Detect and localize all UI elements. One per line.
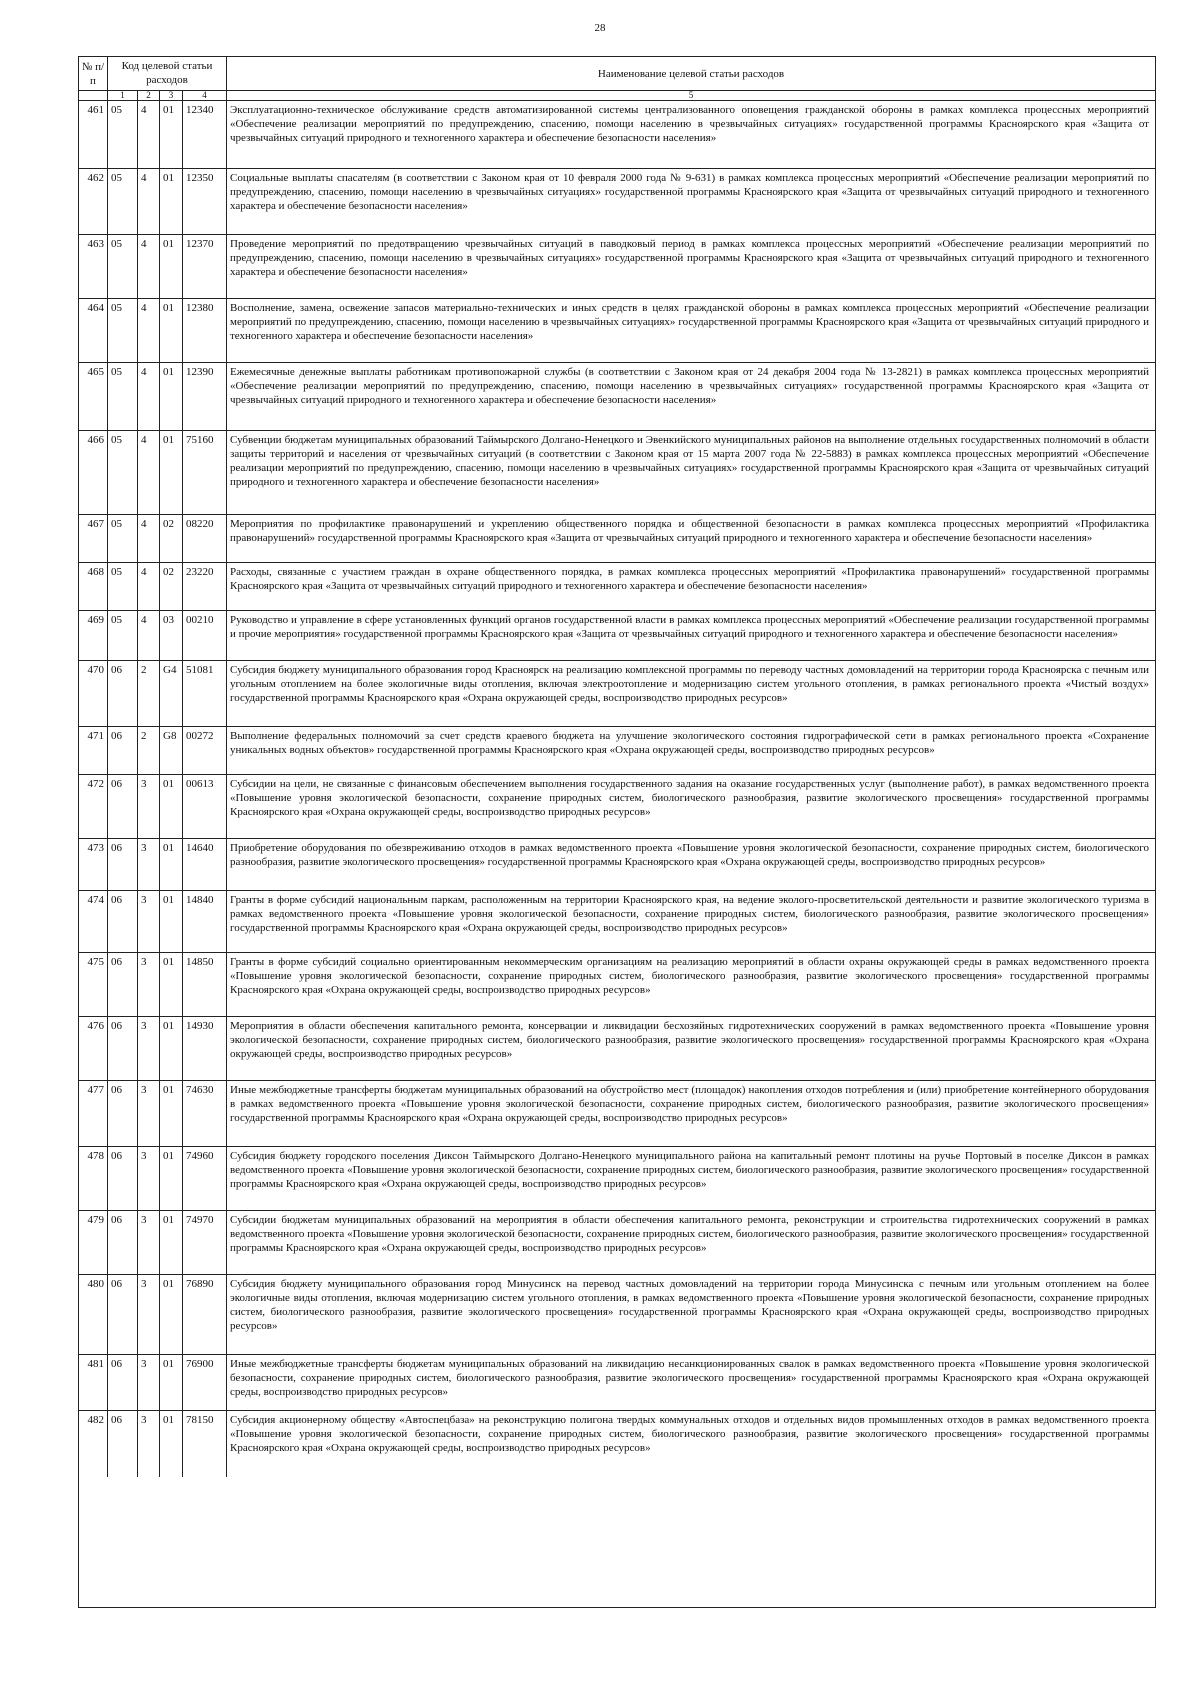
- row-description: Мероприятия в области обеспечения капитального ремонта, консервации и ликвидации бесхозяйных гидротехнических сооружений в рамках ведомственного проекта «Повышение уровня экологической безопасности, сохранение природных систем, биологического разнообразия, развитие экологического просвещения» государственной программы Красноярского края «Охрана окружающей среды, воспроизводство природных ресурсов»: [230, 1020, 1149, 1060]
- col-number: 2: [138, 91, 160, 100]
- code-part-2: 2: [138, 661, 160, 726]
- table-row: [79, 661, 1155, 727]
- code-part-2: 4: [138, 563, 160, 610]
- code-part-4: 12340: [183, 101, 227, 168]
- row-number: 479: [79, 1211, 108, 1274]
- header-name: Наименование целевой статьи расходов: [597, 67, 785, 80]
- row-description: Мероприятия по профилактике правонарушений и укреплению общественного порядка и общественной безопасности в рамках комплекса процессных мероприятий «Профилактика правонарушений» государственной программы Красноярского края «Защита от чрезвычайных ситуаций природного и техногенного характера и обеспечение безопасности населения»: [230, 518, 1149, 544]
- code-part-2: 3: [138, 1211, 160, 1274]
- table-row: [79, 1017, 1155, 1081]
- code-part-1: 05: [108, 363, 138, 430]
- row-number: 477: [79, 1081, 108, 1146]
- code-part-2: 3: [138, 1081, 160, 1146]
- code-part-1: 06: [108, 1275, 138, 1354]
- code-part-3: 01: [160, 299, 183, 362]
- table-row: [79, 1211, 1155, 1275]
- row-number: 475: [79, 953, 108, 1016]
- code-part-2: 3: [138, 1275, 160, 1354]
- table-row: [79, 169, 1155, 235]
- code-part-1: 05: [108, 299, 138, 362]
- code-part-3: 02: [160, 563, 183, 610]
- code-part-1: 06: [108, 775, 138, 838]
- code-part-2: 3: [138, 1147, 160, 1210]
- table-row: [79, 563, 1155, 611]
- code-part-4: 14840: [183, 891, 227, 952]
- code-part-4: 08220: [183, 515, 227, 562]
- code-part-1: 06: [108, 1147, 138, 1210]
- table-row: [79, 1147, 1155, 1211]
- row-description: Приобретение оборудования по обезвреживанию отходов в рамках ведомственного проекта «Повышение уровня экологической безопасности, сохранение природных систем, биологического разнообразия, развитие экологического просвещения» государственной программы Красноярского края «Охрана окружающей среды, воспроизводство природных ресурсов»: [230, 842, 1149, 868]
- col-number: [79, 91, 108, 100]
- code-part-1: 06: [108, 891, 138, 952]
- code-part-3: 01: [160, 953, 183, 1016]
- row-number: 466: [79, 431, 108, 514]
- code-part-4: 00272: [183, 727, 227, 774]
- code-part-4: 74960: [183, 1147, 227, 1210]
- row-number: 480: [79, 1275, 108, 1354]
- code-part-2: 3: [138, 891, 160, 952]
- code-part-3: 01: [160, 1211, 183, 1274]
- code-part-4: 51081: [183, 661, 227, 726]
- code-part-2: 3: [138, 1355, 160, 1410]
- table-row: [79, 953, 1155, 1017]
- row-description: Иные межбюджетные трансферты бюджетам муниципальных образований на ликвидацию несанкционированных свалок в рамках ведомственного проекта «Повышение уровня экологической безопасности, сохранение природных систем, биологического разнообразия, развитие экологического просвещения» государственной программы Красноярского края «Охрана окружающей среды, воспроизводство природных ресурсов»: [230, 1358, 1149, 1398]
- row-number: 469: [79, 611, 108, 660]
- code-part-3: 01: [160, 169, 183, 234]
- code-part-1: 05: [108, 235, 138, 298]
- code-part-1: 06: [108, 1017, 138, 1080]
- col-number: 4: [183, 91, 227, 100]
- code-part-1: 06: [108, 953, 138, 1016]
- row-description: Субсидия бюджету городского поселения Диксон Таймырского Долгано-Ненецкого муниципального района на капитальный ремонт плотины на ручье Портовый в поселке Диксон в рамках ведомственного проекта «Повышение уровня экологической безопасности, сохранение природных систем, биологического разнообразия, развитие экологического просвещения» государственной программы Красноярского края «Охрана окружающей среды, воспроизводство природных ресурсов»: [230, 1150, 1149, 1190]
- code-part-4: 74970: [183, 1211, 227, 1274]
- code-part-1: 05: [108, 101, 138, 168]
- code-part-3: 01: [160, 363, 183, 430]
- code-part-2: 3: [138, 839, 160, 890]
- row-number: 462: [79, 169, 108, 234]
- code-part-4: 23220: [183, 563, 227, 610]
- code-part-1: 05: [108, 611, 138, 660]
- row-description: Гранты в форме субсидий национальным паркам, расположенным на территории Красноярского края, на ведение эколого-просветительской деятельности и развитие экологического туризма в рамках ведомственного проекта «Повышение уровня экологической безопасности, сохранение природных систем, биологического разнообразия, развитие экологического просвещения» государственной программы Красноярского края «Охрана окружающей среды, воспроизводство природных ресурсов»: [230, 894, 1149, 934]
- code-part-2: 4: [138, 515, 160, 562]
- row-number: 476: [79, 1017, 108, 1080]
- page-number: 28: [594, 22, 606, 34]
- row-number: 467: [79, 515, 108, 562]
- code-part-1: 05: [108, 515, 138, 562]
- table-row: [79, 101, 1155, 169]
- code-part-2: 4: [138, 235, 160, 298]
- row-description: Руководство и управление в сфере установленных функций органов государственной власти в рамках комплекса процессных мероприятий «Обеспечение реализации государственной программы и прочие мероприятия» государственной программы Красноярского края «Защита от чрезвычайных ситуаций природного и техногенного характера и обеспечение безопасности населения»: [230, 614, 1149, 640]
- table-row: [79, 611, 1155, 661]
- row-number: 465: [79, 363, 108, 430]
- code-part-1: 06: [108, 1081, 138, 1146]
- code-part-2: 4: [138, 431, 160, 514]
- code-part-3: 01: [160, 1147, 183, 1210]
- col-number: 5: [688, 91, 694, 100]
- row-number: 482: [79, 1411, 108, 1477]
- code-part-3: 02: [160, 515, 183, 562]
- row-description: Восполнение, замена, освежение запасов материально-технических и иных средств в целях гражданской обороны в рамках комплекса процессных мероприятий «Обеспечение реализации мероприятий по предупреждению, спасению, помощи населению в чрезвычайных ситуациях» государственной программы Красноярского края «Защита от чрезвычайных ситуаций природного и техногенного характера и обеспечение безопасности населения»: [230, 302, 1149, 342]
- code-part-4: 75160: [183, 431, 227, 514]
- row-number: 472: [79, 775, 108, 838]
- code-part-2: 2: [138, 727, 160, 774]
- code-part-4: 00210: [183, 611, 227, 660]
- code-part-4: 74630: [183, 1081, 227, 1146]
- code-part-3: 01: [160, 891, 183, 952]
- code-part-4: 14640: [183, 839, 227, 890]
- row-number: 473: [79, 839, 108, 890]
- row-number: 463: [79, 235, 108, 298]
- code-part-3: G4: [160, 661, 183, 726]
- table-row: [79, 1275, 1155, 1355]
- row-description: Выполнение федеральных полномочий за счет средств краевого бюджета на улучшение экологического состояния гидрографической сети в рамках регионального проекта «Сохранение уникальных водных объектов» государственной программы Красноярского края «Охрана окружающей среды, воспроизводство природных ресурсов»: [230, 730, 1149, 756]
- row-description: Расходы, связанные с участием граждан в охране общественного порядка, в рамках комплекса процессных мероприятий «Профилактика правонарушений» государственной программы Красноярского края «Защита от чрезвычайных ситуаций природного и техногенного характера и обеспечение безопасности населения»: [230, 566, 1149, 592]
- code-part-2: 3: [138, 1411, 160, 1477]
- col-number: 3: [160, 91, 183, 100]
- row-description: Субвенции бюджетам муниципальных образований Таймырского Долгано-Ненецкого и Эвенкийского муниципальных районов на выполнение отдельных государственных полномочий в области защиты территорий и населения от чрезвычайных ситуаций (в соответствии с Законом края от 15 марта 2007 года № 22-5883) в рамках комплекса процессных мероприятий «Обеспечение реализации мероприятий по предупреждению, спасению, помощи населению в чрезвычайных ситуациях» государственной программы Красноярского края «Защита от чрезвычайных ситуаций природного и техногенного характера и обеспечение безопасности населения»: [230, 434, 1149, 488]
- code-part-2: 3: [138, 775, 160, 838]
- row-description: Гранты в форме субсидий социально ориентированным некоммерческим организациям на реализацию мероприятий в области охраны окружающей среды в рамках ведомственного проекта «Повышение уровня экологической безопасности, сохранение природных систем, биологического разнообразия, развитие экологического просвещения» государственной программы Красноярского края «Охрана окружающей среды, воспроизводство природных ресурсов»: [230, 956, 1149, 996]
- code-part-4: 76900: [183, 1355, 227, 1410]
- row-number: 471: [79, 727, 108, 774]
- code-part-3: 01: [160, 1355, 183, 1410]
- table-row: [79, 727, 1155, 775]
- code-part-1: 05: [108, 169, 138, 234]
- table-row: [79, 891, 1155, 953]
- col-number: 1: [108, 91, 138, 100]
- row-description: Субсидии на цели, не связанные с финансовым обеспечением выполнения государственного задания на оказание государственных услуг (выполнение работ), в рамках ведомственного проекта «Повышение уровня экологической безопасности, сохранение природных систем, биологического разнообразия, развитие экологического просвещения» государственной программы Красноярского края «Охрана окружающей среды, воспроизводство природных ресурсов»: [230, 778, 1149, 818]
- row-number: 481: [79, 1355, 108, 1410]
- row-number: 461: [79, 101, 108, 168]
- code-part-2: 4: [138, 101, 160, 168]
- code-part-2: 4: [138, 611, 160, 660]
- code-part-1: 06: [108, 1355, 138, 1410]
- code-part-4: 12350: [183, 169, 227, 234]
- row-description: Иные межбюджетные трансферты бюджетам муниципальных образований на обустройство мест (площадок) накопления отходов потребления и (или) приобретение контейнерного оборудования в рамках ведомственного проекта «Повышение уровня экологической безопасности, сохранение природных систем, биологического разнообразия, развитие экологического просвещения» государственной программы Красноярского края «Охрана окружающей среды, воспроизводство природных ресурсов»: [230, 1084, 1149, 1124]
- code-part-1: 06: [108, 661, 138, 726]
- code-part-3: 03: [160, 611, 183, 660]
- table-row: [79, 299, 1155, 363]
- code-part-3: 01: [160, 235, 183, 298]
- row-number: 470: [79, 661, 108, 726]
- code-part-1: 06: [108, 1211, 138, 1274]
- row-description: Проведение мероприятий по предотвращению чрезвычайных ситуаций в паводковый период в рамках комплекса процессных мероприятий «Обеспечение реализации мероприятий по предупреждению, спасению, помощи населению в чрезвычайных ситуациях» государственной программы Красноярского края «Защита от чрезвычайных ситуаций природного и техногенного характера и обеспечение безопасности населения»: [230, 238, 1149, 278]
- header-code: Код целевой статьи расходов: [108, 57, 227, 91]
- code-part-1: 05: [108, 563, 138, 610]
- row-number: 464: [79, 299, 108, 362]
- table-row: [79, 515, 1155, 563]
- row-description: Субсидия бюджету муниципального образования город Минусинск на перевод частных домовладений на территории города Минусинска с печным или угольным отоплением на более экологичные виды отопления, включая модернизацию систем угольного отопления, в рамках ведомственного проекта «Повышение уровня экологической безопасности, сохранение природных систем, биологического разнообразия, развитие экологического просвещения» государственной программы Красноярского края «Охрана окружающей среды, воспроизводство природных ресурсов»: [230, 1278, 1149, 1332]
- column-numbers-row: [79, 91, 1155, 101]
- code-part-3: 01: [160, 775, 183, 838]
- code-part-3: 01: [160, 1081, 183, 1146]
- row-number: 468: [79, 563, 108, 610]
- table-row: [79, 431, 1155, 515]
- code-part-2: 3: [138, 953, 160, 1016]
- row-number: 474: [79, 891, 108, 952]
- table-row: [79, 235, 1155, 299]
- code-part-3: 01: [160, 101, 183, 168]
- row-description: Субсидия бюджету муниципального образования город Красноярск на реализацию комплексной программы по переводу частных домовладений на территории города Красноярска с печным или угольным отоплением на более экологичные виды отопления, включая электроотопление и модернизацию систем угольного отопления, в рамках регионального проекта «Чистый воздух» государственной программы Красноярского края «Охрана окружающей среды, воспроизводство природных ресурсов»: [230, 664, 1149, 704]
- table-row: [79, 839, 1155, 891]
- row-description: Социальные выплаты спасателям (в соответствии с Законом края от 10 февраля 2000 года № 9-631) в рамках комплекса процессных мероприятий «Обеспечение реализации мероприятий по предупреждению, спасению, помощи населению в чрезвычайных ситуациях» государственной программы Красноярского края «Защита от чрезвычайных ситуаций природного и техногенного характера и обеспечение безопасности населения»: [230, 172, 1149, 212]
- row-description: Субсидия акционерному обществу «Автоспецбаза» на реконструкцию полигона твердых коммунальных отходов и отдельных видов промышленных отходов в рамках ведомственного проекта «Повышение уровня экологической безопасности, сохранение природных систем, биологического разнообразия, развитие экологического просвещения» государственной программы Красноярского края «Охрана окружающей среды, воспроизводство природных ресурсов»: [230, 1414, 1149, 1454]
- row-description: Ежемесячные денежные выплаты работникам противопожарной службы (в соответствии с Законом края от 24 декабря 2004 года № 13-2821) в рамках комплекса процессных мероприятий «Обеспечение реализации мероприятий по предупреждению, спасению, помощи населению в чрезвычайных ситуациях» государственной программы Красноярского края «Защита от чрезвычайных ситуаций природного и техногенного характера и обеспечение безопасности населения»: [230, 366, 1149, 406]
- code-part-3: G8: [160, 727, 183, 774]
- code-part-2: 3: [138, 1017, 160, 1080]
- header-num: № п/п: [79, 57, 108, 90]
- code-part-3: 01: [160, 1275, 183, 1354]
- code-part-4: 78150: [183, 1411, 227, 1477]
- code-part-4: 14850: [183, 953, 227, 1016]
- row-description: Субсидии бюджетам муниципальных образований на мероприятия в области обеспечения капитального ремонта, реконструкции и строительства гидротехнических сооружений в рамках ведомственного проекта «Повышение уровня экологической безопасности, сохранение природных систем, биологического разнообразия, развитие экологического просвещения» государственной программы Красноярского края «Охрана окружающей среды, воспроизводство природных ресурсов»: [230, 1214, 1149, 1254]
- code-part-4: 14930: [183, 1017, 227, 1080]
- table-row: [79, 1355, 1155, 1411]
- table-row: [79, 775, 1155, 839]
- row-description: Эксплуатационно-техническое обслуживание средств автоматизированной системы централизованного оповещения гражданской обороны в рамках комплекса процессных мероприятий «Обеспечение реализации мероприятий по предупреждению, спасению, помощи населению в чрезвычайных ситуациях» государственной программы Красноярского края «Защита от чрезвычайных ситуаций природного и техногенного характера и обеспечение безопасности населения»: [230, 104, 1149, 144]
- code-part-3: 01: [160, 1411, 183, 1477]
- code-part-4: 12390: [183, 363, 227, 430]
- code-part-4: 12370: [183, 235, 227, 298]
- code-part-2: 4: [138, 363, 160, 430]
- row-number: 478: [79, 1147, 108, 1210]
- code-part-4: 00613: [183, 775, 227, 838]
- code-part-3: 01: [160, 431, 183, 514]
- table-row: [79, 1081, 1155, 1147]
- code-part-1: 06: [108, 1411, 138, 1477]
- table-row: [79, 1411, 1155, 1477]
- table-row: [79, 363, 1155, 431]
- code-part-1: 06: [108, 727, 138, 774]
- code-part-2: 4: [138, 169, 160, 234]
- code-part-2: 4: [138, 299, 160, 362]
- code-part-1: 06: [108, 839, 138, 890]
- code-part-3: 01: [160, 1017, 183, 1080]
- table-header: [79, 57, 1155, 91]
- code-part-4: 12380: [183, 299, 227, 362]
- code-part-1: 05: [108, 431, 138, 514]
- code-part-3: 01: [160, 839, 183, 890]
- budget-table: [78, 56, 1156, 1608]
- code-part-4: 76890: [183, 1275, 227, 1354]
